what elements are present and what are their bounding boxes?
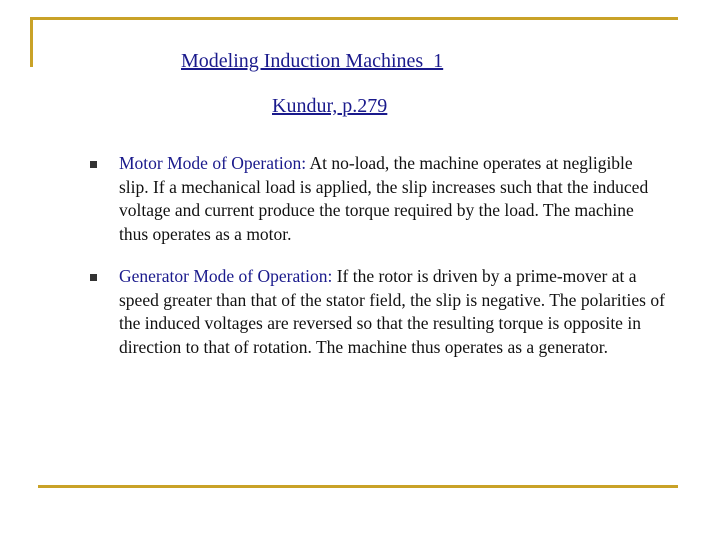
bullet-text: At no-load, the machine operates at negligible slip. If a mechanical load is applied, the slip increases such that the induced voltage and current produce the torque required by the load. The machine thus operates as a motor.	[119, 153, 649, 244]
bullet-term: Generator Mode of Operation:	[119, 266, 333, 286]
frame-bottom-rule	[38, 485, 678, 488]
frame-left-rule	[30, 17, 33, 67]
square-bullet-icon	[90, 274, 97, 281]
bullet-text: If the rotor is driven by a prime-mover at a speed greater than that of the stator field, the slip is negative. The polarities of the induced voltages are reversed so that the resulting torque is opposite in direction to that of rotation. The machine thus operates as a generator.	[119, 266, 665, 357]
frame-top-rule	[30, 17, 678, 20]
slide-title: Modeling Induction Machines_1	[181, 50, 444, 72]
bullet-motor-mode	[86, 152, 666, 246]
slide-subtitle: Kundur, p.279	[272, 95, 388, 117]
square-bullet-icon	[90, 161, 97, 168]
bullet-list	[86, 152, 666, 378]
bullet-term: Motor Mode of Operation:	[119, 153, 307, 173]
bullet-generator-mode	[86, 265, 666, 359]
